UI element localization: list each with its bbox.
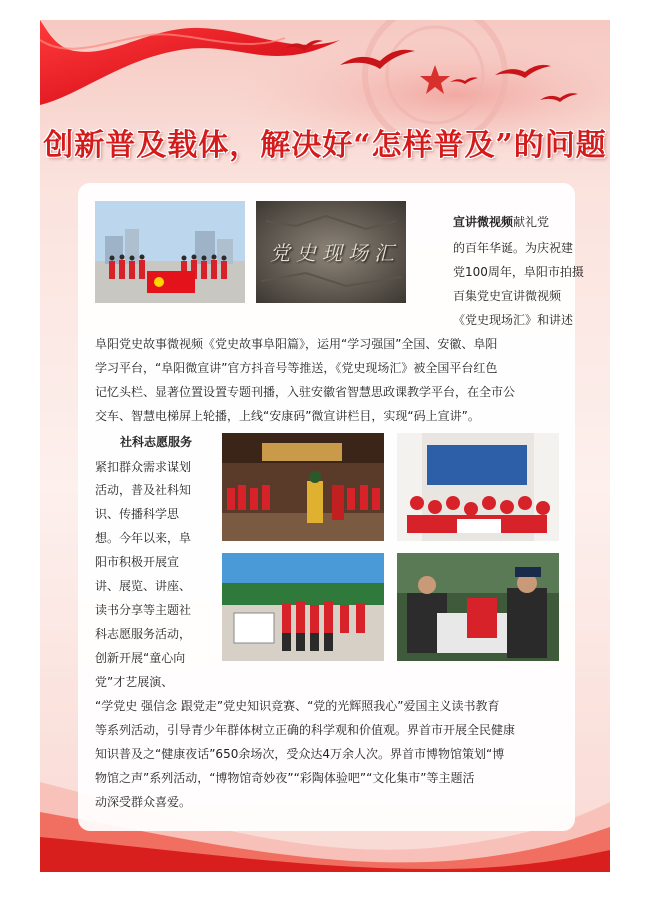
section1-line-4: 《党史现场汇》和讲述 bbox=[453, 313, 574, 327]
section2-full-line-4: 动深受群众喜爱。 bbox=[95, 795, 192, 809]
section2-full-line-1: 等系列活动，引导青少年群体树立正确的科学观和价值观。界首市开展全民健康 bbox=[95, 723, 516, 737]
section2-left-line-3: 想。今年以来，阜 bbox=[95, 531, 192, 545]
section2-left-line-6: 读书分享等主题社 bbox=[95, 603, 192, 617]
photo-indoor-performance bbox=[222, 433, 384, 541]
photo-indoor-meeting bbox=[397, 433, 559, 541]
section2-left-line-9: 党”才艺展演、 bbox=[95, 675, 174, 689]
section1-line-2: 党100周年，阜阳市拍摄 bbox=[453, 265, 584, 279]
photo-caption: 党史现场汇 bbox=[270, 241, 400, 265]
photo-outdoor-booth bbox=[397, 553, 559, 661]
photo-video-title bbox=[256, 201, 406, 303]
poster bbox=[40, 20, 610, 872]
section1-line-0: 献礼党 bbox=[513, 215, 550, 229]
section1-line-3: 百集党史宣讲微视频 bbox=[453, 289, 562, 303]
section2-heading: 社科志愿服务 bbox=[120, 435, 193, 449]
section1-full-line-0: 阜阳党史故事微视频《党史故事阜阳篇》，运用“学习强国”全国、安徽、阜阳 bbox=[95, 337, 498, 351]
section1-full-line-3: 交车、智慧电梯屏上轮播，上线“安康码”微宣讲栏目，实现“码上宣讲”。 bbox=[95, 409, 480, 423]
section2-left-line-1: 活动，普及社科知 bbox=[95, 483, 192, 497]
section2-left-line-4: 阳市积极开展宣 bbox=[95, 555, 180, 569]
section2-left-line-5: 讲、展览、讲座、 bbox=[95, 579, 192, 593]
section2-full-line-0: “学党史 强信念 跟党走”党史知识竞赛、“党的光辉照我心”爱国主义读书教育 bbox=[95, 699, 500, 713]
section1-full-line-2: 记忆头栏、显著位置设置专题刊播，入驻安徽省智慧思政课教学平台，在全市公 bbox=[95, 385, 516, 399]
section2-full-line-2: 知识普及之“健康夜话”650余场次，受众达4万余人次。界首市博物馆策划“博 bbox=[95, 747, 505, 761]
section2-left-line-2: 识、传播科学思 bbox=[95, 507, 180, 521]
section1-heading: 宣讲微视频 bbox=[453, 215, 514, 229]
content-card bbox=[78, 183, 584, 831]
section1-line-1: 的百年华诞。为庆祝建 bbox=[453, 241, 574, 255]
section2-left-line-8: 创新开展“童心向 bbox=[95, 651, 186, 665]
section1-full-line-1: 学习平台，“阜阳微宣讲”官方抖音号等推送，《党史现场汇》被全国平台红色 bbox=[95, 361, 498, 375]
photo-group-with-flag bbox=[95, 201, 245, 303]
photo-outdoor-square bbox=[222, 553, 384, 661]
section2-left-line-7: 科志愿服务活动， bbox=[95, 627, 192, 641]
section2-full-line-3: 物馆之声”系列活动，“博物馆奇妙夜”“彩陶体验吧”“文化集市”等主题活 bbox=[95, 771, 475, 785]
section2-left-line-0: 紧扣群众需求谋划 bbox=[95, 460, 192, 474]
page-title: 创新普及载体，解决好“怎样普及”的问题 bbox=[43, 128, 607, 163]
